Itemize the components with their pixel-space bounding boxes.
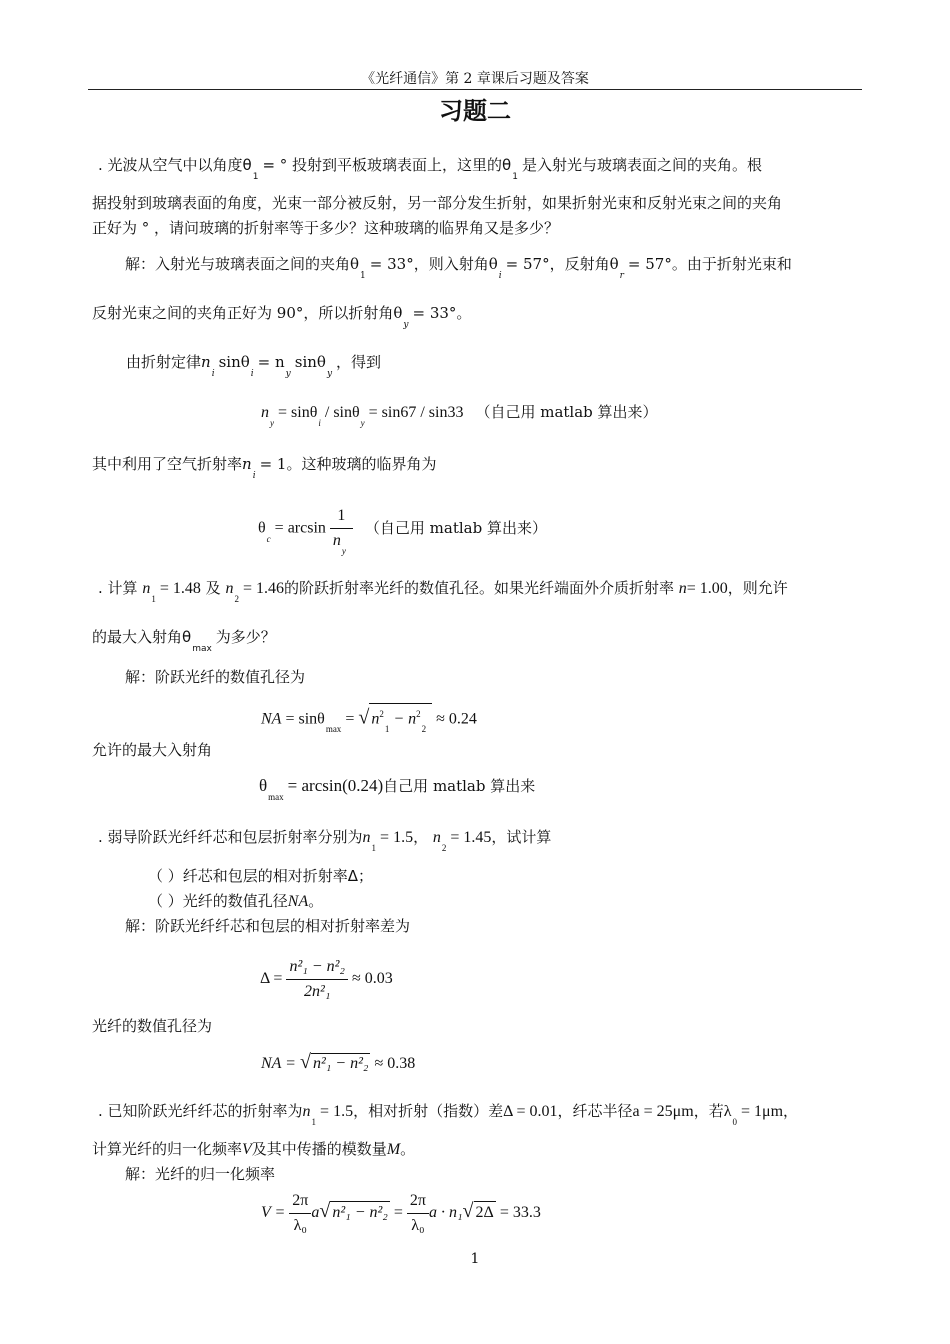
q4-line-1	[98, 1101, 799, 1127]
text: 的最大入射角θ	[92, 628, 192, 646]
q3-na-equation	[261, 1052, 415, 1074]
text: 为多少？	[215, 628, 276, 646]
math-var: n	[242, 455, 252, 473]
sqrt-symbol: √	[299, 1051, 311, 1073]
text: ，纤芯半径	[557, 1102, 633, 1120]
math: − n	[393, 710, 417, 728]
subscript: y	[285, 369, 291, 379]
math: Δ =	[260, 970, 283, 988]
q1-air-index	[92, 454, 437, 481]
radicand: n²₁ − n²₂	[312, 1055, 369, 1072]
text: . 弱导阶跃光纤纤芯和包层折射率分别为	[98, 828, 363, 846]
math-var: n	[225, 580, 234, 597]
math: / sinθ	[324, 404, 360, 421]
text: 反射光束之间的夹角正好为 90°，所以折射角θ	[92, 304, 403, 322]
math-var: NA	[287, 893, 309, 910]
math-var: n	[261, 404, 269, 421]
text: = 57°。由于折射光束和	[627, 255, 792, 273]
subscript: i	[318, 418, 321, 428]
math: NA =	[261, 1055, 296, 1072]
math-var: n	[371, 710, 380, 728]
q1-equation-ny	[261, 402, 658, 428]
subscript: 1	[151, 594, 156, 604]
sqrt-symbol: √	[358, 706, 370, 729]
header-rule	[88, 89, 862, 90]
q3-line-1	[98, 827, 552, 853]
math: =	[393, 1204, 403, 1222]
fraction	[289, 1190, 311, 1237]
subscript: i	[250, 369, 254, 379]
text: 。	[308, 892, 324, 910]
text: （ ）光纤的数值孔径	[148, 892, 288, 910]
subscript: i	[211, 369, 215, 379]
subscript: r	[619, 271, 624, 281]
subscript: y	[403, 320, 409, 330]
math-var: n	[362, 829, 371, 846]
math-var: n	[332, 532, 341, 549]
text: = ° 投射到平板玻璃表面上，这里的θ	[262, 156, 512, 174]
q2-max-angle-label: 允许的最大入射角	[92, 741, 213, 759]
q1-solution-line-2	[92, 303, 472, 330]
math: a = 25μm	[632, 1103, 694, 1120]
sqrt-symbol: √	[462, 1200, 474, 1223]
math: = 1.5	[380, 829, 414, 846]
math-var: NA	[261, 710, 282, 728]
note: 自己用 matlab 算出来	[383, 777, 536, 795]
subscript: c	[266, 533, 271, 544]
superscript: 2	[379, 709, 384, 719]
math: a · n₁	[428, 1204, 463, 1222]
math: = sin67 / sin33	[368, 404, 464, 421]
q2-line-1	[98, 578, 788, 604]
fraction	[407, 1190, 429, 1237]
math: λ	[723, 1103, 732, 1120]
superscript: 2	[416, 709, 421, 719]
math: (0.24)	[342, 776, 384, 795]
math-var: n	[432, 829, 441, 846]
radicand: n²₁ − n²₂	[330, 1201, 390, 1224]
math: = 1.48	[159, 580, 201, 597]
subscript: max	[192, 644, 212, 654]
math-var: n	[201, 353, 211, 371]
math: =	[345, 710, 355, 728]
math-var: n	[678, 580, 687, 597]
math: Δ = 0.01	[503, 1103, 558, 1120]
page-number: 1	[470, 1251, 480, 1267]
denominator: 2n²₁	[286, 979, 348, 1003]
text: ，若	[693, 1102, 724, 1120]
text: = 33°，则入射角θ	[369, 255, 498, 273]
math: = sinθ	[278, 404, 318, 421]
math: ≈ 0.38	[374, 1055, 416, 1072]
subscript: 1	[371, 843, 377, 853]
text: = 33°。	[412, 304, 472, 322]
subscript: y	[341, 546, 346, 556]
subscript: max	[268, 792, 284, 802]
q3-na-label: 光纤的数值孔径为	[92, 1017, 213, 1035]
text: 其中利用了空气折射率	[92, 455, 243, 473]
math: = arcsin	[274, 519, 326, 537]
note: （自己用 matlab 算出来）	[364, 518, 547, 537]
text: = 1。这种玻璃的临界角为	[259, 455, 437, 473]
text: . 已知阶跃光纤纤芯的折射率为	[98, 1102, 303, 1120]
subscript: i	[252, 471, 256, 481]
radicand	[369, 703, 432, 735]
q4-solution: 解：光纤的归一化频率	[125, 1165, 276, 1183]
text: ，得到	[336, 353, 382, 371]
note: （自己用 matlab 算出来）	[475, 403, 658, 421]
text: 解：入射光与玻璃表面之间的夹角θ	[125, 255, 360, 273]
subscript: i	[498, 271, 502, 281]
q2-max-angle-equation	[259, 776, 536, 802]
fraction	[330, 505, 353, 556]
denominator: λ₀	[289, 1213, 311, 1237]
subscript: 2	[234, 594, 239, 604]
sqrt-symbol: √	[319, 1200, 331, 1223]
q2-solution: 解：阶跃光纤的数值孔径为	[125, 668, 306, 686]
q4-line-2	[92, 1139, 415, 1160]
math-var: a	[311, 1204, 320, 1222]
math: = 1.5	[320, 1103, 354, 1120]
math: = 33.3	[499, 1204, 541, 1222]
q4-v-equation	[261, 1190, 541, 1237]
math: = 1.00	[686, 580, 728, 597]
q3-item-1: （ ）纤芯和包层的相对折射率Δ；	[148, 867, 374, 885]
subscript: 1	[512, 172, 518, 182]
subscript: 2	[441, 843, 447, 853]
q1-line-3: 正好为 ° ，请问玻璃的折射率等于多少？这种玻璃的临界角又是多少？	[92, 219, 560, 237]
q3-solution: 解：阶跃光纤纤芯和包层的相对折射率差为	[125, 917, 411, 935]
math: = sinθ	[285, 710, 325, 728]
subscript: y	[326, 369, 333, 379]
q2-na-equation	[261, 703, 477, 735]
math-var: n	[142, 580, 151, 597]
q1-line-2: 据投射到玻璃表面的角度，光束一部分被反射，另一部分发生折射，如果折射光束和反射光束之间的夹角	[92, 194, 783, 212]
text: ，则允许	[727, 579, 788, 597]
radicand: 2Δ	[474, 1201, 496, 1224]
text: 及	[205, 579, 221, 597]
math-var: n	[302, 1103, 311, 1120]
subscript: 2	[421, 724, 427, 735]
math: θ	[259, 776, 268, 795]
math: sinθ	[218, 353, 250, 371]
running-header: 《光纤通信》第 2 章课后习题及答案	[361, 71, 589, 87]
text: 计算光纤的归一化频率	[92, 1140, 243, 1158]
text: . 计算	[98, 579, 138, 597]
math: θ	[258, 519, 266, 537]
math: ≈ 0.03	[351, 970, 393, 988]
text: ，相对折射（指数）差	[353, 1102, 504, 1120]
numerator: n²₁ − n²₂	[289, 958, 345, 975]
math: sinθ	[294, 353, 326, 371]
denominator	[330, 528, 353, 556]
math: V =	[261, 1204, 286, 1222]
text: 由折射定律	[126, 353, 202, 371]
numerator: 2π	[409, 1192, 426, 1209]
q2-line-2	[92, 627, 276, 654]
text: 及其中传播的模数量	[251, 1140, 387, 1158]
numerator: 2π	[292, 1192, 309, 1209]
subscript: y	[270, 418, 274, 428]
text: 。	[400, 1140, 416, 1158]
math-var: V	[242, 1141, 252, 1158]
q3-item-2	[148, 891, 323, 912]
math: = 1μm	[740, 1103, 784, 1120]
math: = 1.45	[450, 829, 492, 846]
q1-line-1	[98, 155, 762, 182]
text: 是入射光与玻璃表面之间的夹角。根	[521, 156, 762, 174]
subscript: 1	[360, 271, 366, 281]
subscript: 1	[252, 172, 259, 182]
subscript: 1	[311, 1117, 317, 1127]
q1-solution-line-1	[125, 254, 792, 281]
text: = 57°，反射角θ	[505, 255, 619, 273]
math-var: M	[386, 1141, 401, 1158]
text: . 光波从空气中以角度θ	[98, 156, 252, 174]
numerator: 1	[337, 507, 346, 524]
subscript: 0	[732, 1117, 737, 1127]
text: ，	[413, 828, 429, 846]
subscript: max	[325, 724, 342, 735]
q1-critical-angle	[258, 505, 547, 556]
page-title: 习题二	[439, 97, 511, 125]
math: ≈ 0.24	[436, 710, 477, 728]
math: = 1.46	[242, 580, 284, 597]
subscript: 1	[384, 724, 390, 735]
math: = n	[257, 353, 285, 371]
text: ，	[783, 1102, 799, 1120]
subscript: y	[360, 418, 365, 428]
fraction	[286, 956, 348, 1003]
text: ，试计算	[491, 828, 552, 846]
q1-snell-law	[126, 352, 382, 379]
q3-delta-equation	[260, 956, 393, 1003]
denominator: λ₀	[407, 1213, 429, 1237]
text: 的阶跃折射率光纤的数值孔径。如果光纤端面外介质折射率	[283, 579, 674, 597]
math: = arcsin	[287, 776, 343, 795]
